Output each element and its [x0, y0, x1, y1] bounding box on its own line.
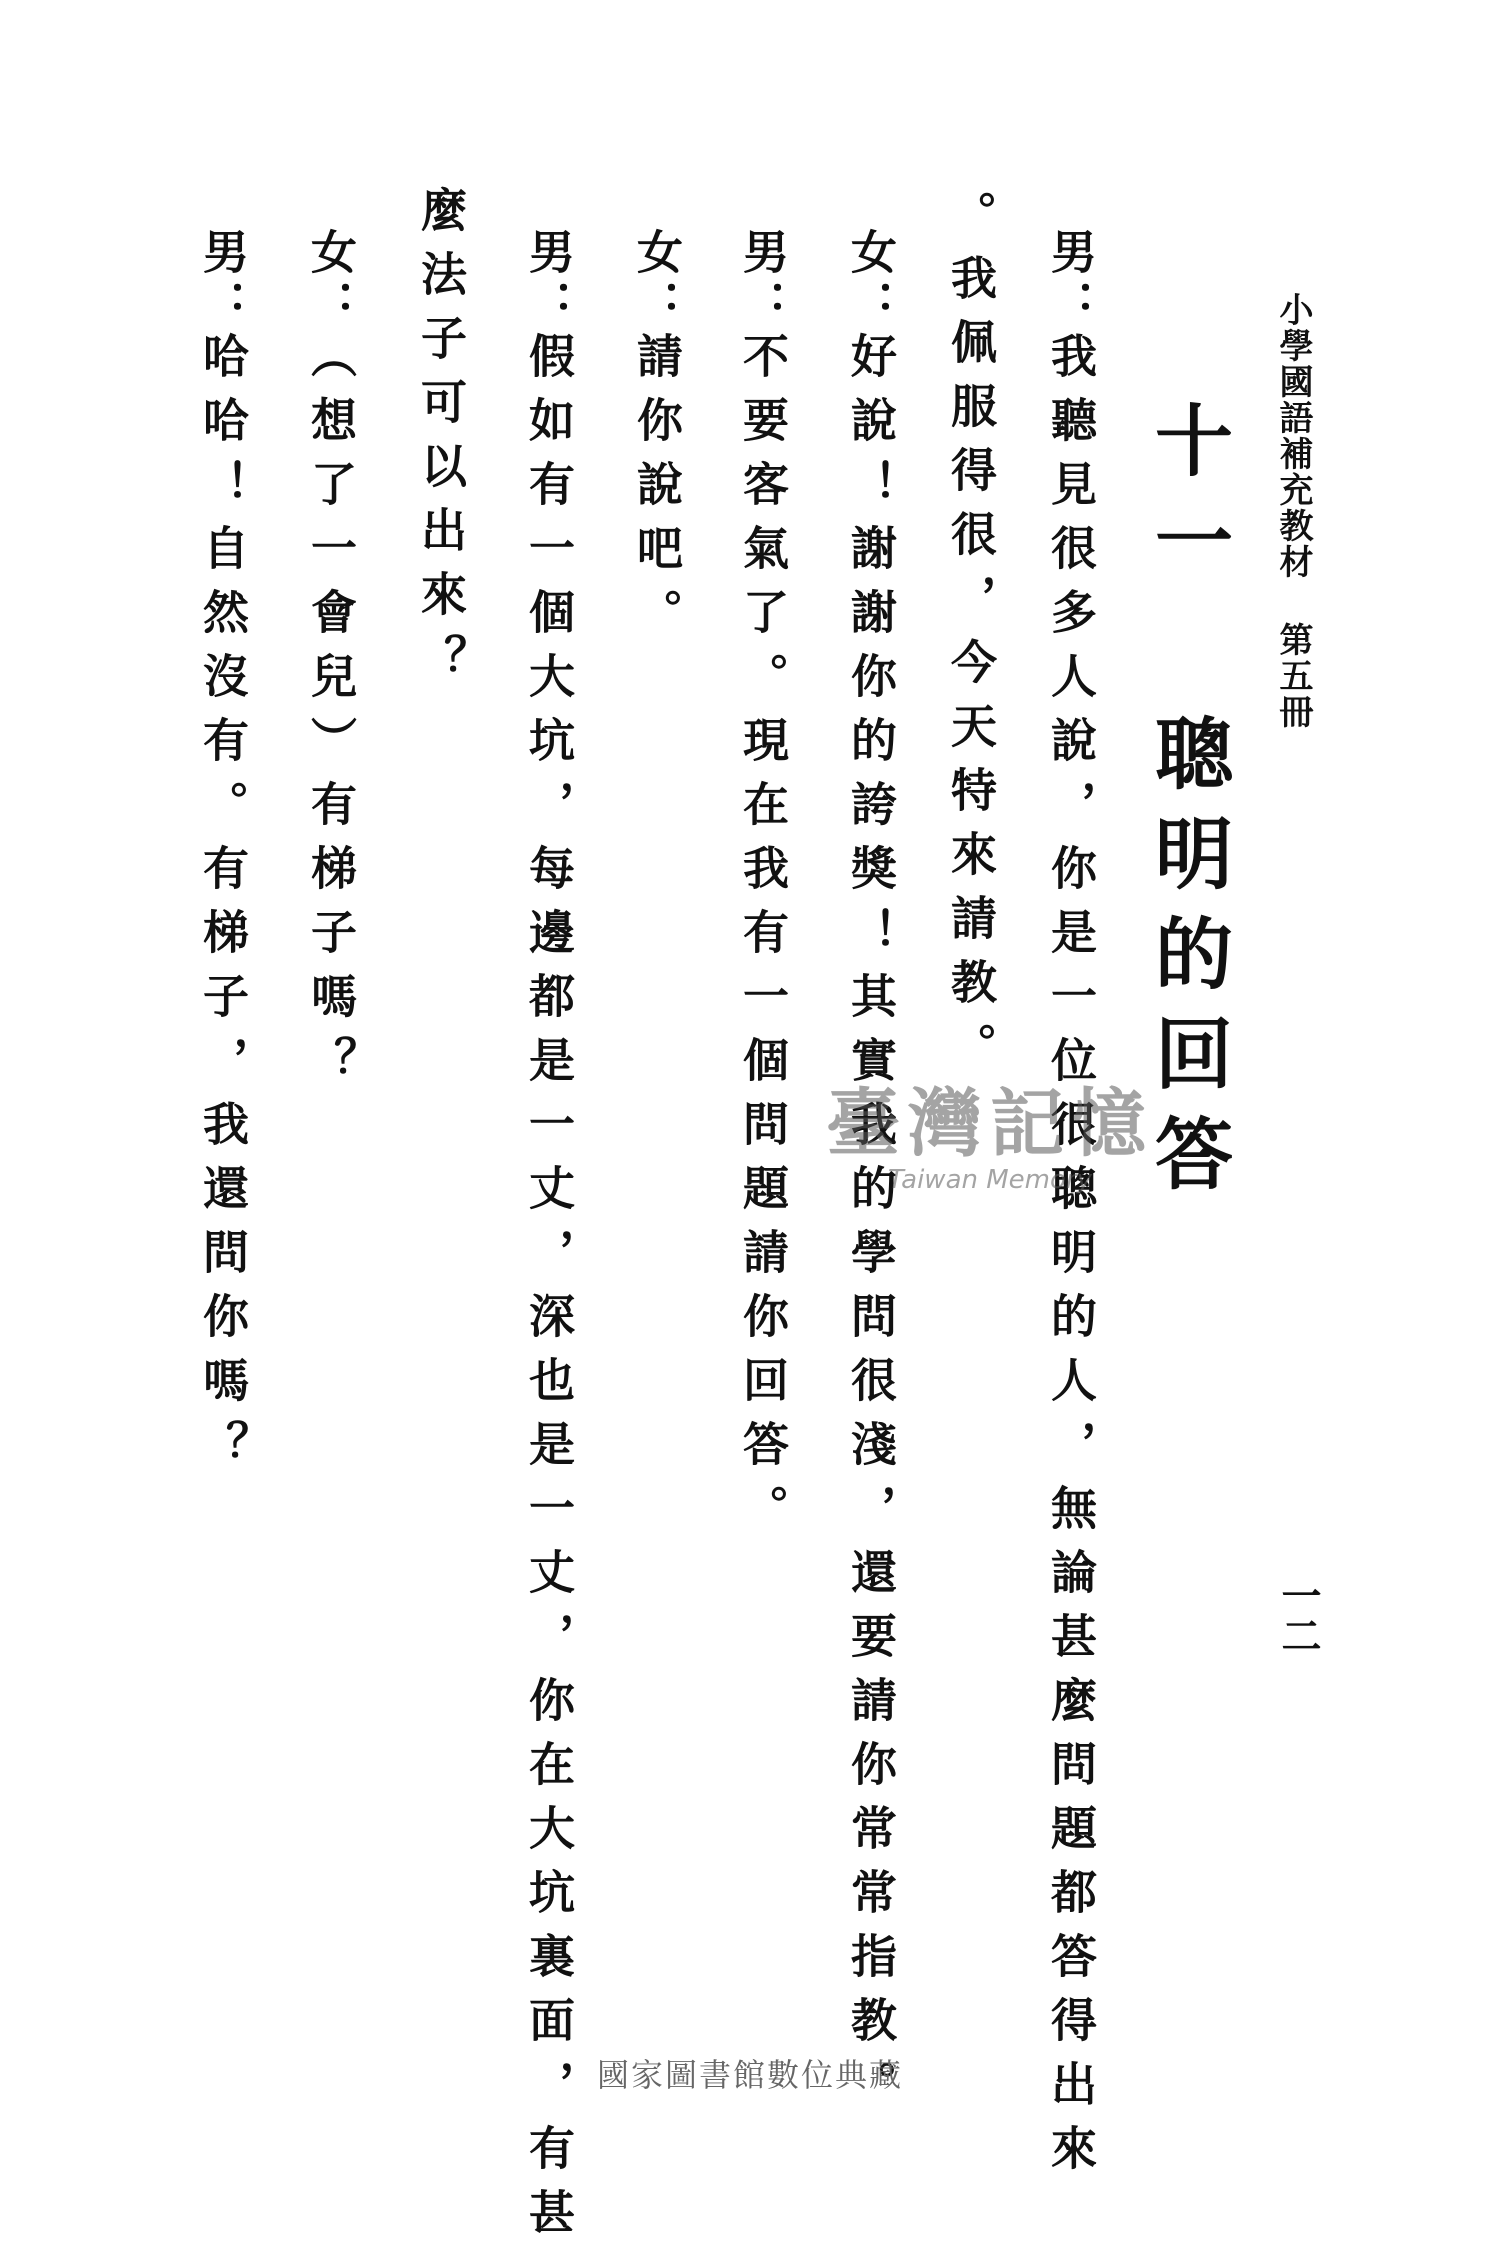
watermark-sub: Taiwan Memory — [888, 1165, 1092, 1195]
page-number: 一二 — [1275, 1575, 1322, 1655]
dialogue-text: 好說！謝謝你的誇獎！其實我的學問很淺，還要請你常常指教。 — [844, 332, 898, 2124]
dialogue-text: 不要客氣了。現在我有一個問題請你回答。 — [736, 332, 790, 1548]
dialogue-line-2 — [944, 190, 998, 1086]
footer-collection-label: 國家圖書館數位典藏 — [596, 2056, 903, 2094]
speaker-label: 男： — [1044, 228, 1098, 332]
dialogue-line-9 — [196, 228, 250, 1484]
dialogue-line-8 — [304, 228, 358, 1100]
watermark-main: 臺灣記憶 — [826, 1081, 1154, 1167]
dialogue-text: 請你說吧。 — [630, 332, 684, 652]
dialogue-line-6 — [522, 228, 576, 2252]
speaker-label: 女： — [304, 228, 358, 332]
dialogue-line-5 — [630, 228, 684, 652]
speaker-label: 女： — [844, 228, 898, 332]
dialogue-text: 麼法子可以出來？ — [414, 186, 468, 698]
speaker-label: 男： — [736, 228, 790, 332]
speaker-label: 男： — [522, 228, 576, 332]
dialogue-line-1 — [1044, 228, 1098, 2188]
lesson-title: 十一 聰明的回答 — [1142, 400, 1233, 1213]
dialogue-text: 哈哈！自然沒有。有梯子，我還問你嗎？ — [196, 332, 250, 1484]
dialogue-text: 。我佩服得很，今天特來請教。 — [944, 190, 998, 1086]
watermark — [770, 1065, 1210, 1195]
book-title: 小學國語補充教材 第五冊 — [1273, 292, 1313, 730]
dialogue-text: 我聽見很多人說，你是一位很聰明的人，無論甚麼問題都答得出來 — [1044, 332, 1098, 2188]
dialogue-line-4 — [736, 228, 790, 1548]
speaker-label: 男： — [196, 228, 250, 332]
dialogue-text: （想了一會兒）有梯子嗎？ — [304, 332, 358, 1100]
dialogue-line-7 — [414, 186, 468, 698]
speaker-label: 女： — [630, 228, 684, 332]
dialogue-text: 假如有一個大坑，每邊都是一丈，深也是一丈，你在大坑裏面，有甚 — [522, 332, 576, 2252]
